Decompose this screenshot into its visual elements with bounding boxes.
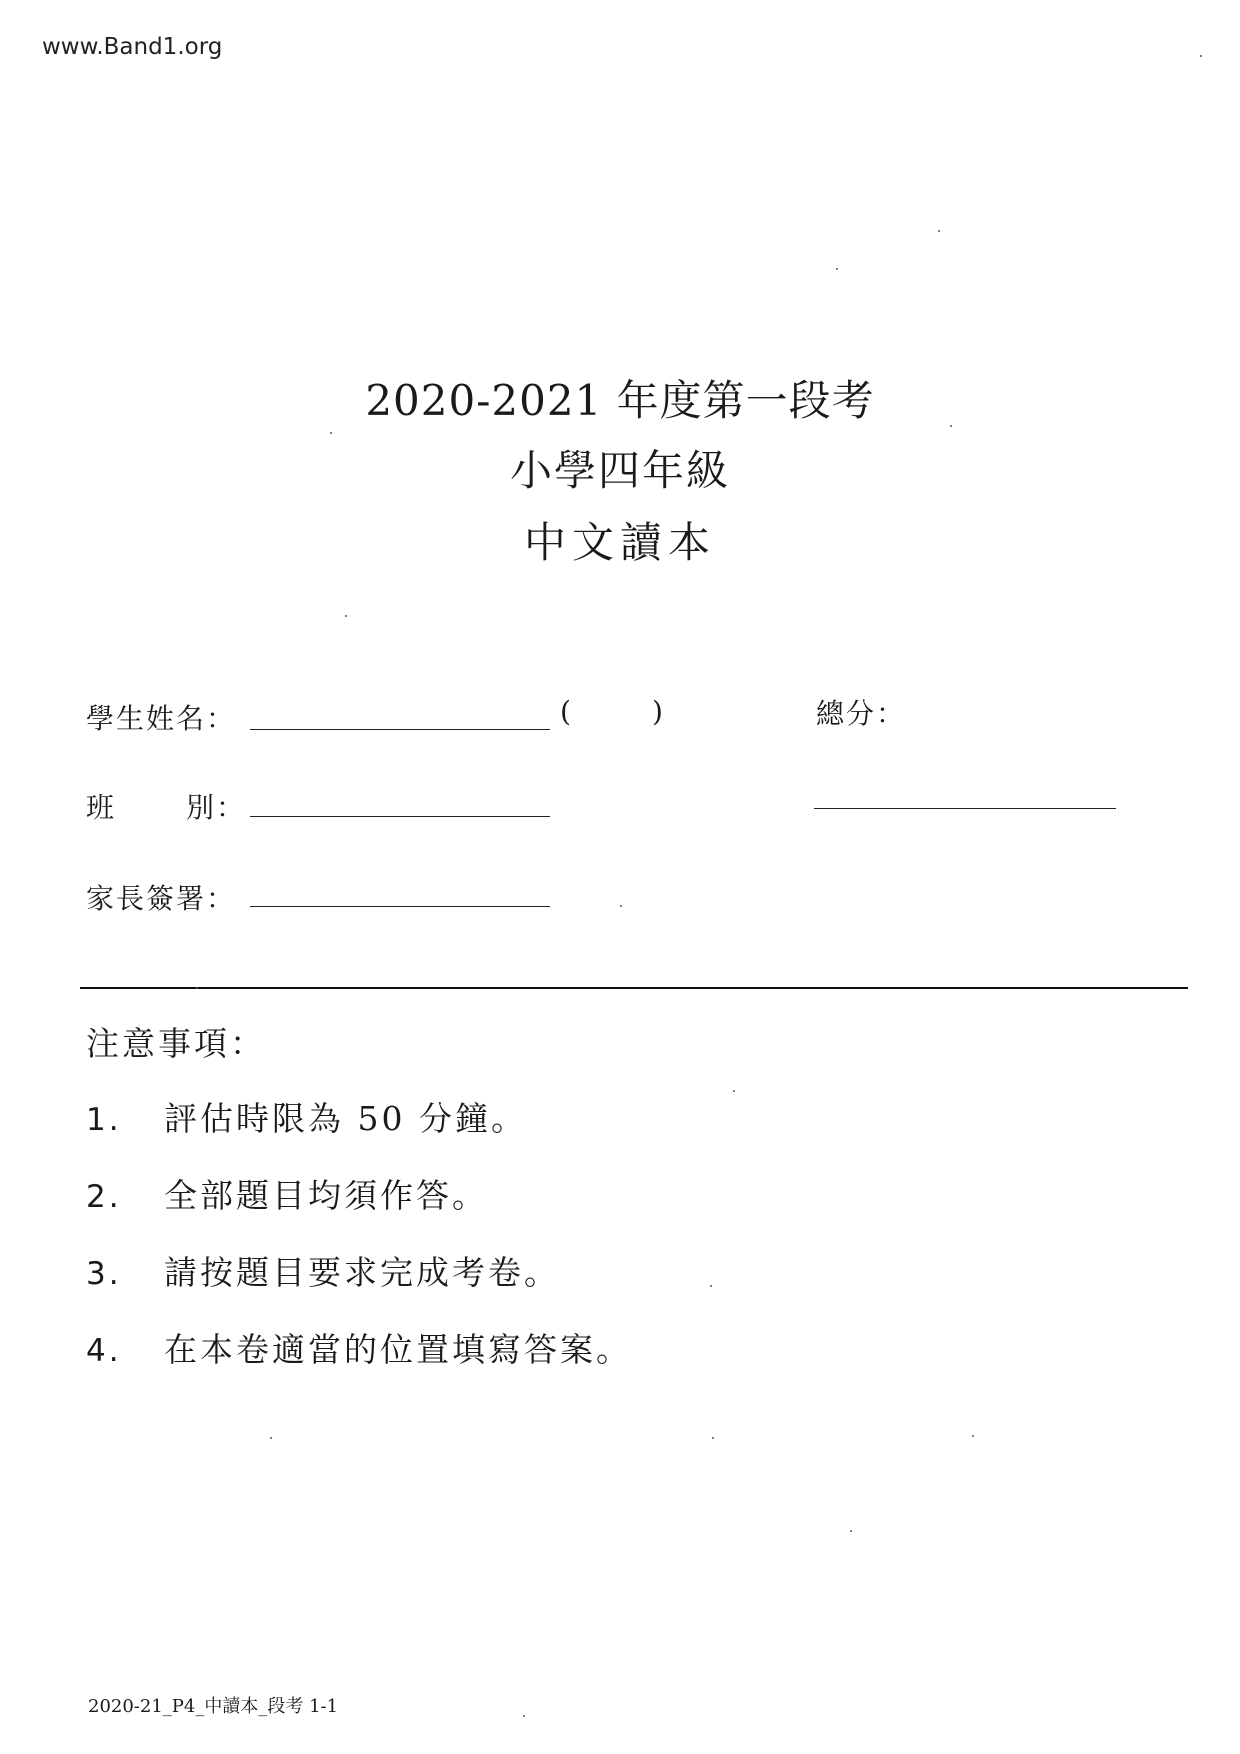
scan-speck bbox=[620, 905, 622, 907]
note-item bbox=[86, 1247, 560, 1294]
scan-speck bbox=[523, 1715, 525, 1717]
note-text: 全部題目均須作答。 bbox=[164, 1176, 488, 1215]
student-name-line[interactable] bbox=[250, 729, 550, 730]
scan-speck bbox=[836, 268, 838, 270]
note-item bbox=[86, 1170, 488, 1217]
scan-speck bbox=[938, 230, 940, 232]
note-number: 2. bbox=[86, 1179, 122, 1215]
note-number: 4. bbox=[86, 1333, 122, 1369]
note-text: 評估時限為 50 分鐘。 bbox=[164, 1099, 527, 1138]
note-number: 3. bbox=[86, 1256, 122, 1292]
score-label: 總分： bbox=[816, 697, 907, 730]
scan-speck bbox=[330, 432, 332, 434]
scan-speck bbox=[972, 1435, 974, 1437]
exam-title: 2020-2021 年度第一段考 bbox=[365, 376, 875, 425]
class-number-close-paren: ) bbox=[652, 695, 665, 728]
class-line[interactable] bbox=[250, 816, 550, 817]
note-item bbox=[86, 1324, 632, 1371]
class-label-part-b: 別： bbox=[186, 791, 247, 824]
parent-signature-line[interactable] bbox=[250, 906, 550, 907]
scan-speck bbox=[733, 1090, 735, 1092]
scan-speck bbox=[950, 425, 952, 427]
watermark-url: www.Band1.org bbox=[42, 34, 223, 60]
note-text: 在本卷適當的位置填寫答案。 bbox=[164, 1330, 632, 1369]
scan-speck bbox=[850, 1530, 852, 1532]
note-number: 1. bbox=[86, 1102, 122, 1138]
class-label-part-a: 班 bbox=[86, 791, 117, 824]
score-line[interactable] bbox=[814, 808, 1116, 809]
subject-title: 中文讀本 bbox=[523, 518, 716, 567]
grade-title: 小學四年級 bbox=[509, 446, 730, 495]
section-divider bbox=[80, 987, 1188, 989]
note-item bbox=[86, 1093, 527, 1140]
scan-speck bbox=[1200, 55, 1202, 57]
scan-speck bbox=[712, 1437, 714, 1439]
note-text: 請按題目要求完成考卷。 bbox=[164, 1253, 560, 1292]
scan-speck bbox=[710, 1285, 712, 1287]
notes-title: 注意事項： bbox=[86, 1024, 266, 1063]
class-number-open-paren: ( bbox=[560, 695, 573, 728]
parent-signature-label: 家長簽署： bbox=[86, 882, 237, 915]
student-name-label: 學生姓名： bbox=[86, 702, 237, 735]
scan-speck bbox=[270, 1437, 272, 1439]
scan-speck bbox=[345, 615, 347, 617]
scan-speck bbox=[196, 987, 198, 989]
page-footer: 2020-21_P4_中讀本_段考 1-1 bbox=[88, 1696, 339, 1717]
